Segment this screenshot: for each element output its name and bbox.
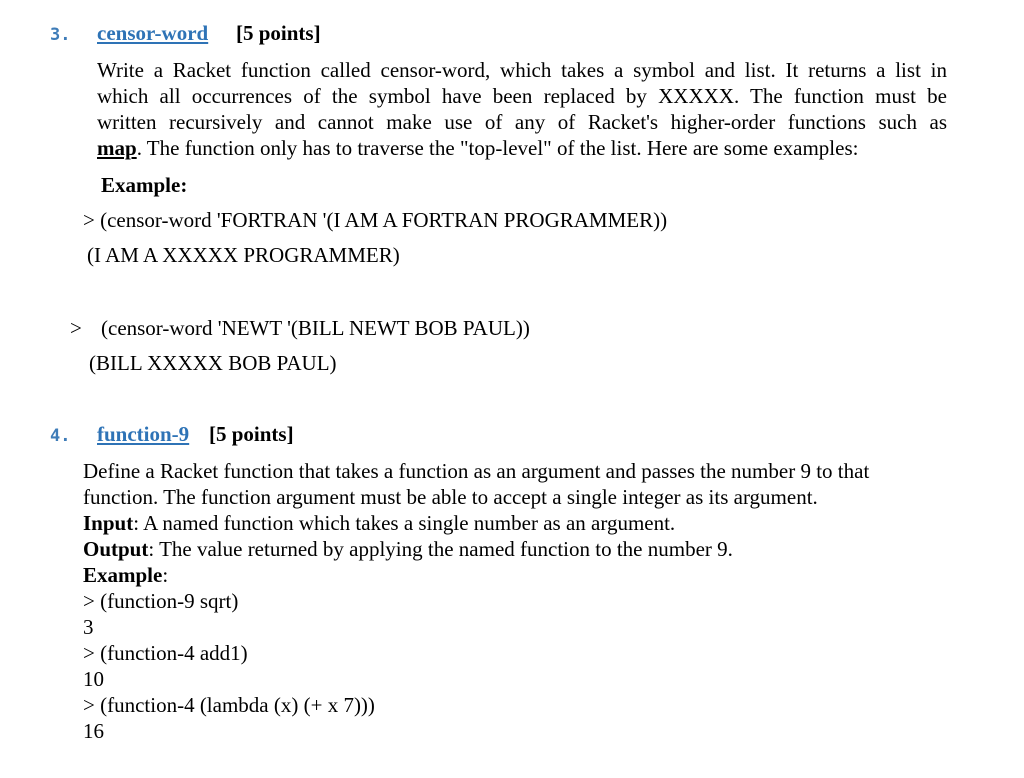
input-label: Input	[83, 511, 134, 535]
question-3-points: [5 points]	[236, 21, 321, 45]
question-3-title-link[interactable]: censor-word	[97, 21, 209, 45]
question-3-description	[97, 57, 947, 161]
example-label: Example	[83, 563, 163, 587]
q3-example-1-output: (I AM A XXXXX PROGRAMMER)	[87, 243, 400, 267]
q4-example-3-input: > (function-4 (lambda (x) (+ x 7)))	[83, 693, 375, 717]
question-4-title-link[interactable]: function-9	[97, 422, 190, 446]
q3-desc-line-3: written recursively and cannot make use of any of Racket's higher-order functions such as	[97, 110, 947, 134]
q4-example-3-output: 16	[83, 719, 104, 743]
input-description: : A named function which takes a single number as an argument.	[133, 511, 676, 535]
q4-example-2-output: 10	[83, 667, 104, 691]
question-4-description	[83, 458, 943, 744]
q4-input-line	[83, 510, 943, 536]
q4-desc-line-2: function. The function argument must be able to accept a single integer as its argument.	[83, 485, 818, 509]
q4-example-label-line	[83, 562, 943, 588]
example-colon: :	[162, 563, 169, 587]
q3-example-2-output: (BILL XXXXX BOB PAUL)	[89, 351, 337, 375]
question-4-points: [5 points]	[209, 422, 294, 446]
q4-example-1-output: 3	[83, 615, 94, 639]
question-4-number: 4.	[50, 426, 71, 446]
q3-desc-line-1: Write a Racket function called censor-word, which takes a symbol and list. It returns a list in	[97, 58, 947, 82]
question-3-number: 3.	[50, 25, 71, 45]
q4-example-1-input: > (function-9 sqrt)	[83, 589, 239, 613]
q4-desc-line-1: Define a Racket function that takes a function as an argument and passes the number 9 to that	[83, 459, 870, 483]
map-keyword: map	[97, 136, 137, 160]
q3-desc-line-4	[97, 135, 947, 161]
q3-example-2-prompt: >	[70, 316, 82, 340]
question-3-example-label: Example:	[101, 173, 188, 197]
output-label: Output	[83, 537, 149, 561]
q4-example-2-input: > (function-4 add1)	[83, 641, 248, 665]
q3-example-1-input: > (censor-word 'FORTRAN '(I AM A FORTRAN PROGRAMMER))	[83, 208, 668, 232]
q3-example-2-input: (censor-word 'NEWT '(BILL NEWT BOB PAUL))	[101, 316, 530, 340]
output-description: : The value returned by applying the named function to the number 9.	[148, 537, 733, 561]
q4-output-line	[83, 536, 943, 562]
q3-desc-line-2: which all occurrences of the symbol have been replaced by XXXXX. The function must be	[97, 84, 947, 108]
q3-desc-line-4-rest: . The function only has to traverse the "top-level" of the list. Here are some examples:	[136, 136, 859, 160]
